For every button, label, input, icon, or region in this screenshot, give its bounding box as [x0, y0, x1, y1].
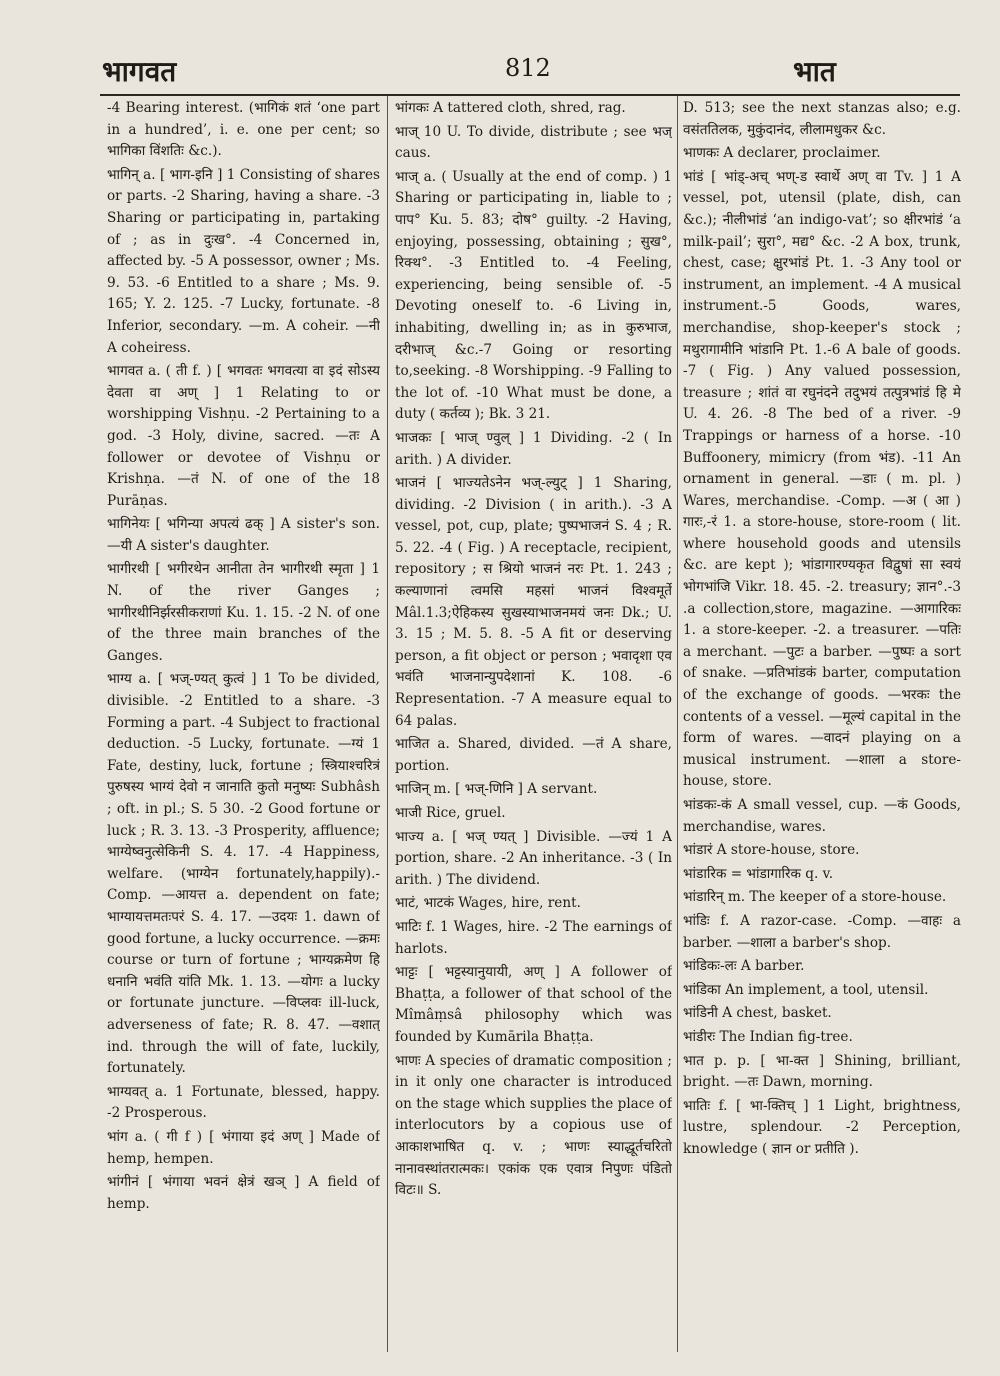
dictionary-entry: भांगकः A tattered cloth, shred, rag. — [395, 100, 626, 116]
text-column-1 — [107, 98, 380, 1356]
column-divider — [677, 96, 678, 1352]
dictionary-entry: भाणकः A declarer, proclaimer. — [683, 145, 881, 162]
dictionary-entry: -4 Bearing interest. (भागिकं शतं ‘one part in a hundred’, i. e. one per cent; so भागिका विंशतिः &c.). — [107, 100, 380, 160]
dictionary-entry: भागिन् a. [ भाग-इनि ] 1 Consisting of shares or parts. -2 Sharing, having a share. -3 Sharing or participating in, partaking of ; as in दुःख°. -4 Concerned in, affected by. -5 A possessor, owner ; Ms. 9. 53. -6 Entitled to a share ; Ms. 9. 165; Y. 2. 125. -7 Lucky, fortunate. -8 Inferior, secondary. —m. A coheir. —नी A coheiress. — [107, 166, 380, 356]
page-number: 812 — [505, 54, 551, 82]
text-column-3 — [683, 98, 961, 1356]
dictionary-entry: भाटिः f. 1 Wages, hire. -2 The earnings of harlots. — [395, 918, 672, 957]
dictionary-entry: भागवत a. ( ती f. ) [ भगवतः भगवत्या वा इदं सोऽस्य देवता वा अण् ] 1 Relating to or worshipping Vishṇu. -2 Pertaining to a god. -3 Holy, divine, sacred. —तः A follower or devotee of Vishṇu or Krishṇa. —तं N. of one of the 18 Purāṇas. — [107, 363, 380, 509]
dictionary-entry: D. 513; see the next stanzas also; e.g. वसंततिलक, मुकुंदानंद, लीलामधुकर &c. — [683, 100, 961, 138]
dictionary-entry: भाट्टः [ भट्टस्यानुयायी, अण् ] A follower of Bhaṭṭa, a follower of that school of the Mîmâṃsâ philosophy which was founded by Kumārila Bhaṭṭa. — [395, 964, 672, 1045]
dictionary-entry: भाग्य a. [ भज्-ण्यत् कुत्वं ] 1 To be divided, divisible. -2 Entitled to a share. -3 Forming a part. -4 Subject to fractional deduction. -5 Lucky, fortunate. —ग्यं 1 Fate, destiny, luck, fortune ; स्त्रियाश्चरित्रं पुरुषस्य भाग्यं देवो न जानाति कुतो मनुष्यः Subhâsh ; oft. in pl.; S. 5 30. -2 Good fortune or luck ; R. 3. 13. -3 Prosperity, affluence; भाग्येष्वनुत्सेकिनी S. 4. 17. -4 Happiness, welfare. (भाग्येन fortunately,happily).-Comp. —आयत्त a. dependent on fate; भाग्यायत्तमतःपरं S. 4. 17. —उदयः 1. dawn of good fortune, a lucky occurrence. —क्रमः course or turn of fortune ; भाग्यक्रमेण हि धनानि भवंति यांति Mk. 1. 13. —योगः a lucky or fortunate juncture. —विप्लवः ill-luck, adverseness of fate; R. 8. 47. —वशात् ind. through the will of fate, luckily, fortunately. — [107, 671, 380, 1077]
dictionary-entry: भाज्य a. [ भज् ण्यत् ] Divisible. —ज्यं 1 A portion, share. -2 An inheritance. -3 ( In arith. ) The dividend. — [395, 828, 672, 888]
dictionary-entry: भांडकः-कं A small vessel, cup. —कं Goods, merchandise, wares. — [683, 797, 961, 835]
dictionary-entry: भांडारिक = भांडागारिक q. v. — [683, 865, 834, 882]
dictionary-entry: भाजी Rice, gruel. — [395, 805, 506, 821]
dictionary-entry: भाजित a. Shared, divided. —तं A share, portion. — [395, 736, 672, 774]
dictionary-entry: भांडारं A store-house, store. — [683, 842, 860, 859]
dictionary-entry: भांगीनं [ भंगाया भवनं क्षेत्रं खञ् ] A field of hemp. — [107, 1174, 380, 1212]
dictionary-entry: भांडिनी A chest, basket. — [683, 1005, 832, 1022]
dictionary-entry: भातिः f. [ भा-क्तिच् ] 1 Light, brightness, lustre, splendour. -2 Perception, knowledge ( ज्ञान or प्रतीति ). — [683, 1097, 961, 1157]
header-left-guide-word: भागवत — [102, 55, 177, 88]
dictionary-entry: भाटं, भाटकं Wages, hire, rent. — [395, 895, 581, 912]
dictionary-entry: भांडं [ भांड्-अच् भण्-ड स्वार्थे अण् वा Tv. ] 1 A vessel, pot, utensil (plate, dish, can &c.); नीलीभांडं ‘an indigo-vat’; so क्षीरभांडं ‘a milk-pail’; सुरा°, मद्य° &c. -2 A box, trunk, chest, case; क्षुरभांडं Pt. 1. -3 Any tool or instrument, an implement. -4 A musical instrument.-5 Goods, wares, merchandise, shop-keeper's stock ; मथुरागामीनि भांडानि Pt. 1.-6 A bale of goods. -7 ( Fig. ) Any valued possession, treasure ; शांतं वा रघुनंदने तदुभयं तत्पुत्रभांडं हि मे U. 4. 26. -8 The bed of a river. -9 Trappings or harness of a horse. -10 Buffoonery, mimicry (from भंड). -11 An ornament in general. —डाः ( m. pl. ) Wares, merchandise. -Comp. —अ ( आ ) गारः,-रं 1. a store-house, store-room ( lit. where household goods and utensils &c. are kept ); भांडागारण्यकृत विद्वुषां सा स्वयं भोगभांजि Vikr. 18. 45. -2. treasury; ज्ञान°.-3 .a collection,store, magazine. —आगारिकः 1. a store-keeper. -2. a treasurer. —पतिः a merchant. —पुटः a barber. —पुष्पः a sort of snake. —प्रतिभांडकं barter, computation of the exchange of goods. —भरकः the contents of a vessel. —मूल्यं capital in the form of wares. —वादनं playing on a musical instrument. —शाला a store-house, store. — [683, 168, 961, 790]
dictionary-entry: भाणः A species of dramatic composition ; in it only one character is introduced on the stage which supplies the place of interlocutors by a copious use of आकाशभाषित q. v. ; भाणः स्याद्धूर्तचरितो नानावस्थांतरात्मकः। एकांक एक एवात्र निपुणः पंडितो विटः॥ S. — [395, 1052, 672, 1199]
header-right-guide-word: भात — [793, 55, 836, 88]
column-divider — [387, 96, 388, 1352]
dictionary-entry: भागिनेयः [ भगिन्या अपत्यं ढक् ] A sister's son. —यी A sister's daughter. — [107, 516, 380, 554]
dictionary-entry: भांग a. ( गी f ) [ भंगाया इदं अण् ] Made of hemp, hempen. — [107, 1128, 380, 1167]
dictionary-entry: भात p. p. [ भा-क्त ] Shining, brilliant, bright. —तः Dawn, morning. — [683, 1052, 961, 1091]
dictionary-entry: भाजिन् m. [ भज्-णिनि ] A servant. — [395, 781, 598, 798]
dictionary-entry: भांडारिन् m. The keeper of a store-house. — [683, 889, 947, 906]
dictionary-entry: भाजकः [ भाज् ण्वुल् ] 1 Dividing. -2 ( In arith. ) A divider. — [395, 429, 672, 468]
dictionary-entry: भाग्यवत् a. 1 Fortunate, blessed, happy. -2 Prosperous. — [107, 1083, 380, 1122]
dictionary-entry: भागीरथी [ भगीरथेन आनीता तेन भागीरथी स्मृता ] 1 N. of the river Ganges ; भागीरथीनिर्झरसीकराणां Ku. 1. 15. -2 N. of one of the three main branches of the Ganges. — [107, 561, 380, 664]
text-column-2 — [395, 98, 672, 1356]
dictionary-entry: भांडिकः-लः A barber. — [683, 958, 805, 975]
dictionary-entry: भांडिका An implement, a tool, utensil. — [683, 981, 929, 998]
dictionary-entry: भाज् a. ( Usually at the end of comp. ) 1 Sharing or participating in, liable to ; पाप° Ku. 5. 83; दोष° guilty. -2 Having, enjoying, possessing, obtaining ; सुख°, रिक्थ°. -3 Entitled to. -4 Feeling, experiencing, being sensible of. -5 Devoting oneself to. -6 Living in, inhabiting, dwelling in; as in कुरुभाज, दरीभाज् &c.-7 Going or resorting to,seeking. -8 Worshipping. -9 Falling to the lot of. -10 What must be done, a duty ( कर्तव्य ); Bk. 3 21. — [395, 168, 672, 423]
dictionary-entry: भाज् 10 U. To divide, distribute ; see भज् caus. — [395, 123, 672, 162]
dictionary-entry: भाजनं [ भाज्यतेऽनेन भज्-ल्युट् ] 1 Sharing, dividing. -2 Division ( in arith.). -3 A vessel, pot, cup, plate; पुष्पभाजनं S. 4 ; R. 5. 22. -4 ( Fig. ) A receptacle, recipient, repository ; स श्रियो भाजनं नरः Pt. 1. 243 ; कल्याणानां त्वमसि महसां भाजनं विश्वमूर्ते Mâl.1.3;ऐहिकस्य सुखस्याभाजनमयं जनः Dk.; U. 3. 15 ; M. 5. 8. -5 A fit or deserving person, a fit object or person ; भवादृशा एव भवंति भाजनान्युपदेशानां K. 108. -6 Representation. -7 A measure equal to 64 palas. — [395, 475, 672, 729]
dictionary-entry: भांडिः f. A razor-case. -Comp. —वाहः a barber. —शाला a barber's shop. — [683, 912, 961, 951]
dictionary-entry: भांडीरः The Indian fig-tree. — [683, 1028, 853, 1045]
